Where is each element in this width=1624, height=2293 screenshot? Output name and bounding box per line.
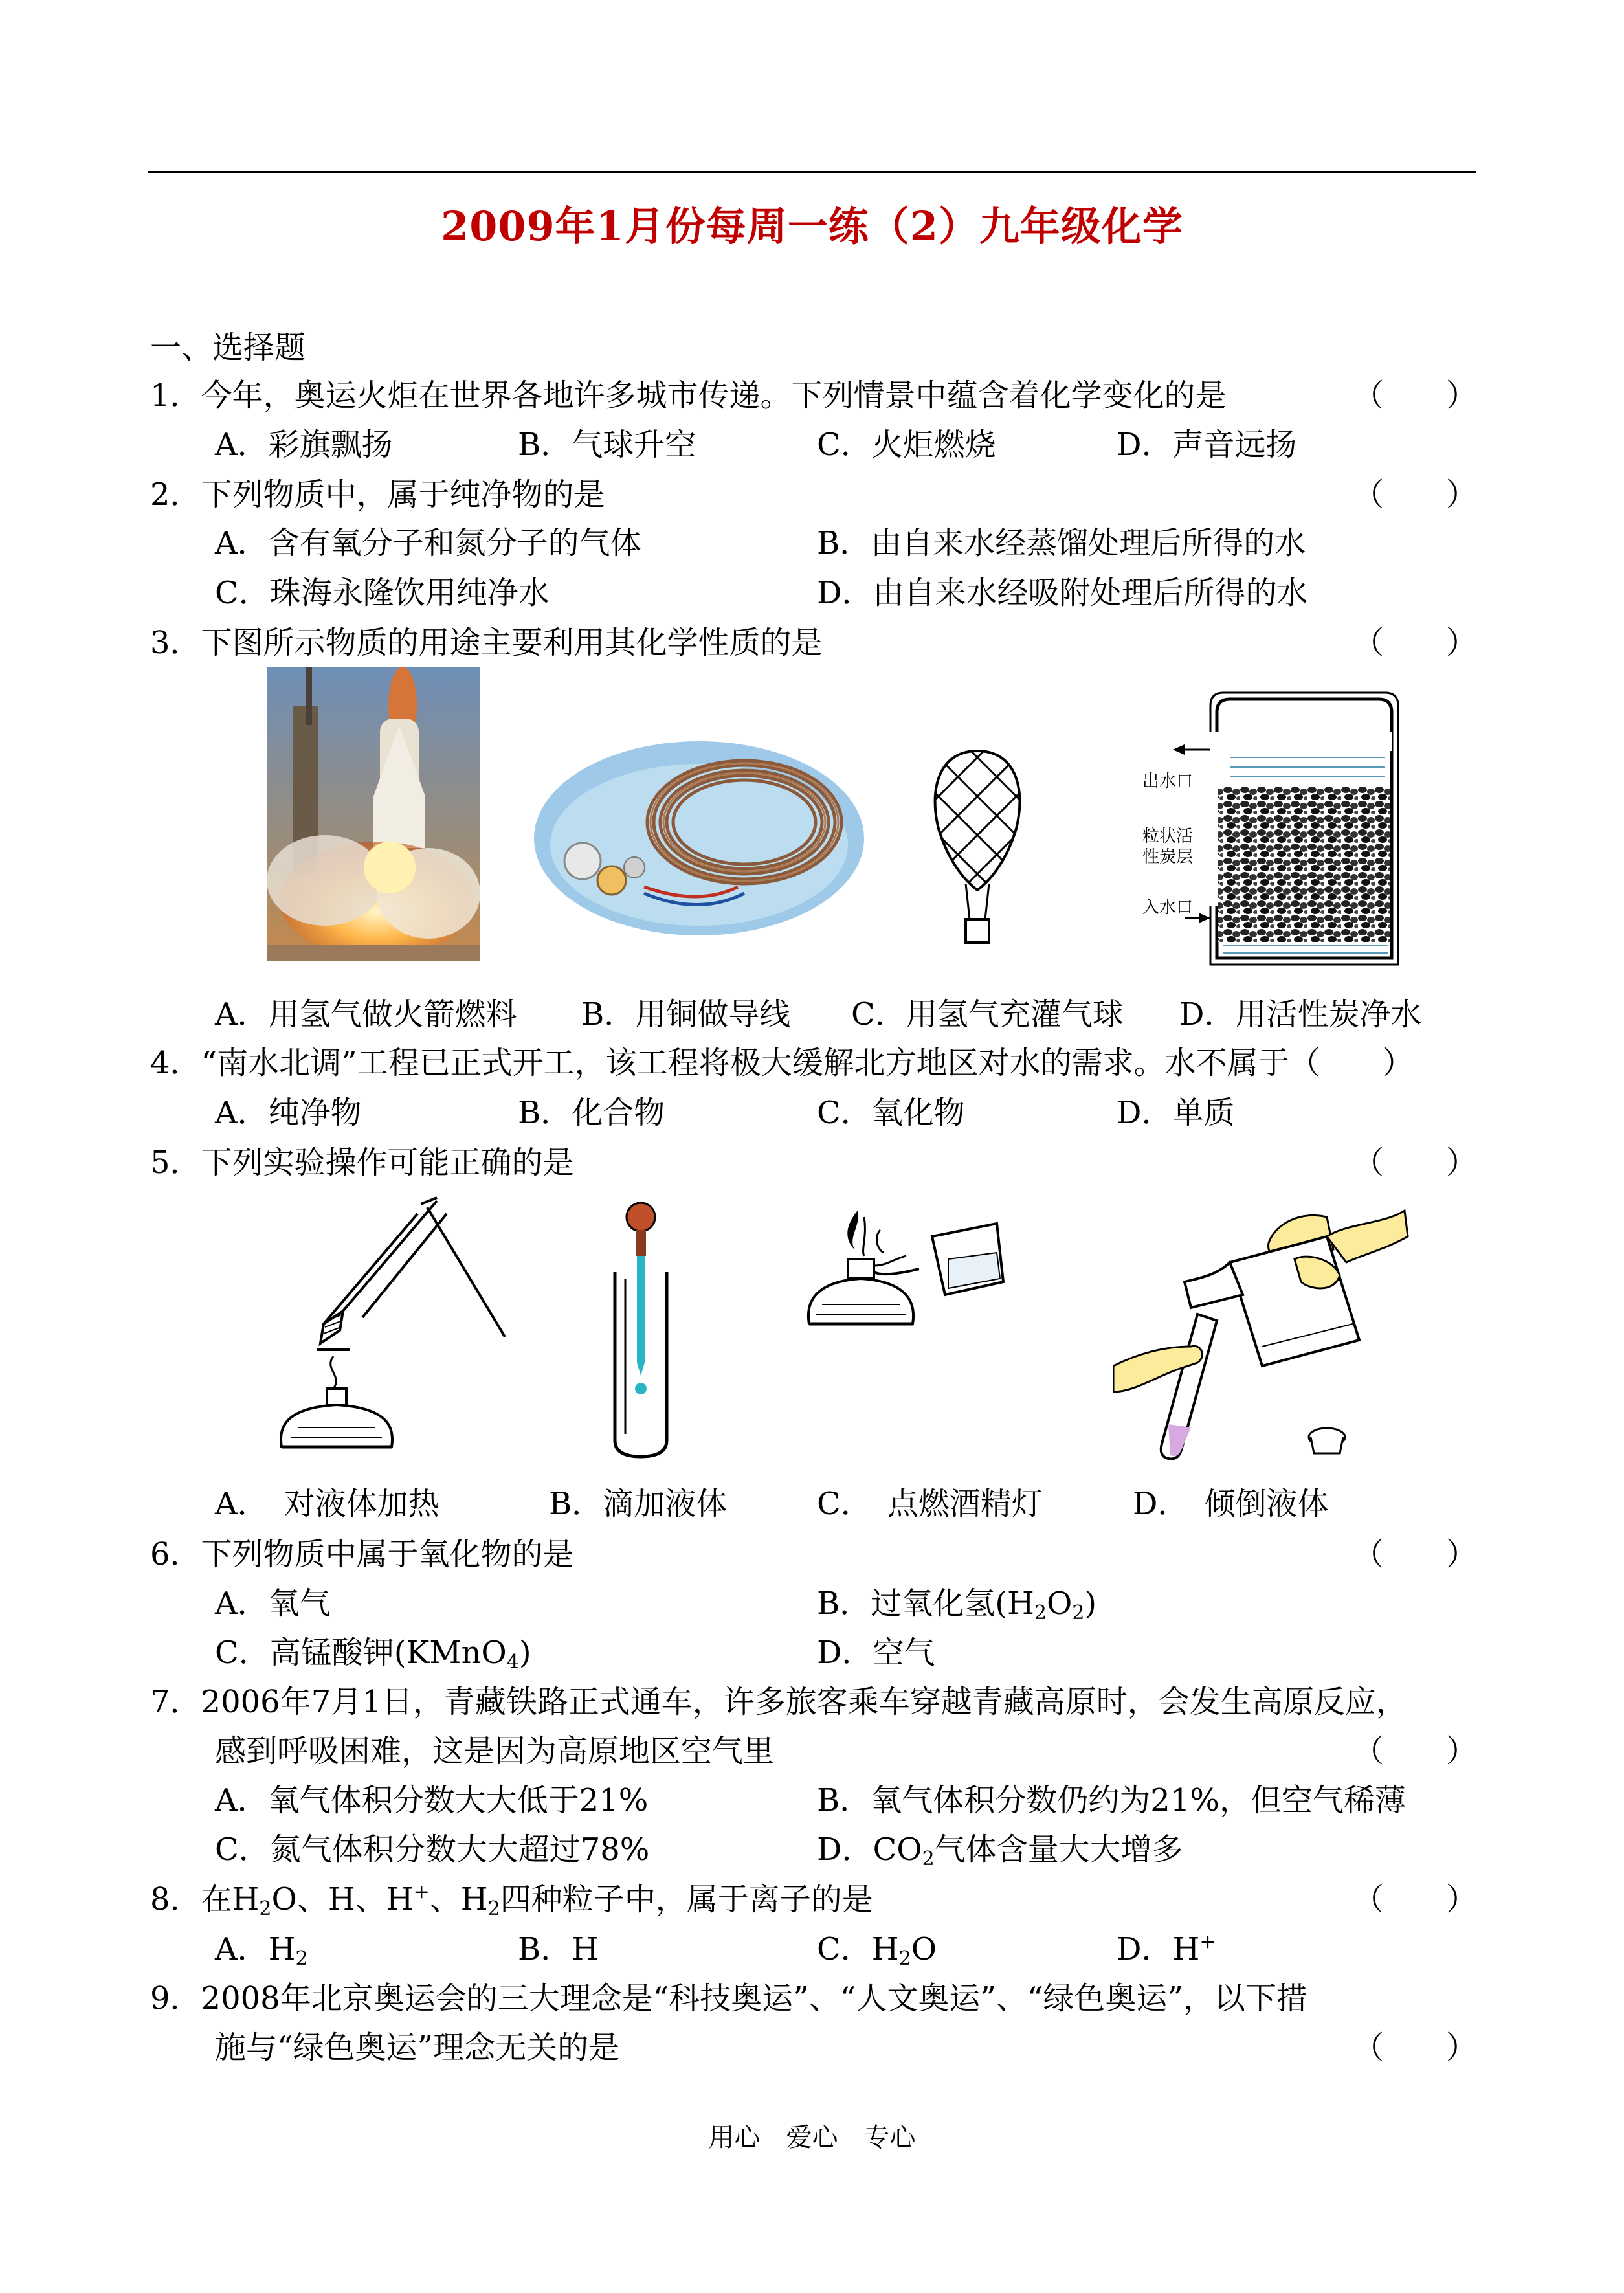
lighting-lamp-drawing	[803, 1198, 1010, 1379]
q6-option-d: D．空气	[817, 1635, 935, 1671]
page-title: 2009年1月份每周一练（2）九年级化学	[441, 203, 1183, 250]
copper-wire-image	[531, 732, 867, 945]
q4-option-a: A．纯净物	[215, 1095, 362, 1131]
q4-option-d: D．单质	[1117, 1095, 1235, 1131]
q3-stem: 3．下图所示物质的用途主要利用其化学性质的是	[150, 625, 823, 661]
q9-stem-line1: 9．2008年北京奥运会的三大理念是“科技奥运”、“人文奥运”、“绿色奥运”，以下措	[150, 1980, 1307, 2017]
q1-option-a: A．彩旗飘扬	[215, 427, 393, 463]
carbon-layer-label-2: 性炭层	[1142, 847, 1194, 867]
water-filter-diagram	[1139, 686, 1411, 971]
pouring-liquid-drawing	[1113, 1198, 1411, 1463]
q1-stem: 1．今年，奥运火炬在世界各地许多城市传递。下列情景中蕴含着化学变化的是	[150, 377, 1227, 414]
page-footer: 用心 爱心 专心	[708, 2123, 916, 2153]
q1-answer-paren: （ ）	[1353, 377, 1478, 414]
q6-stem: 6．下列物质中属于氧化物的是	[150, 1536, 574, 1572]
q2-stem: 2．下列物质中，属于纯净物的是	[150, 476, 605, 513]
q3-option-c: C．用氢气充灌气球	[851, 996, 1124, 1033]
q7-option-b: B．氧气体积分数仍约为21%，但空气稀薄	[817, 1782, 1406, 1818]
q7-answer-paren: （ ）	[1353, 1733, 1478, 1769]
q1-option-b: B．气球升空	[518, 427, 696, 463]
q8-option-d: D．H+	[1117, 1930, 1216, 1967]
q2-option-c: C．珠海永隆饮用纯净水	[215, 575, 550, 611]
q6-option-c: C．高锰酸钾(KMnO$_4$)	[215, 1635, 531, 1673]
top-rule	[148, 171, 1476, 173]
q8-answer-paren: （ ）	[1353, 1881, 1478, 1918]
q6-option-a: A．氧气	[215, 1585, 331, 1622]
q8-option-a: A．$H_2$	[215, 1931, 308, 1970]
q5-option-c: C． 点燃酒精灯	[817, 1486, 1043, 1522]
q2-option-a: A．含有氧分子和氮分子的气体	[215, 525, 641, 561]
q2-option-d: D．由自来水经吸附处理后所得的水	[817, 575, 1308, 611]
q4-option-c: C．氧化物	[817, 1095, 965, 1131]
section-heading: 一、选择题	[150, 330, 306, 366]
q7-stem-line2: 感到呼吸困难，这是因为高原地区空气里	[215, 1733, 775, 1769]
q2-answer-paren: （ ）	[1353, 476, 1478, 513]
q7-stem-line1: 7．2006年7月1日，青藏铁路正式通车，许多旅客乘车穿越青藏高原时，会发生高原反应，	[150, 1684, 1407, 1720]
q1-option-d: D．声音远扬	[1117, 427, 1297, 463]
q3-option-b: B．用铜做导线	[581, 996, 791, 1033]
q4-option-b: B．化合物	[518, 1095, 665, 1131]
q5-option-d: D． 倾倒液体	[1133, 1486, 1329, 1522]
q7-option-a: A．氧气体积分数大大低于21%	[215, 1782, 649, 1818]
carbon-layer-label-1: 粒状活	[1142, 827, 1194, 846]
q9-stem-line2: 施与“绿色奥运”理念无关的是	[215, 2030, 620, 2066]
q4-stem: 4．“南水北调”工程已正式开工，该工程将极大缓解北方地区对水的需求。水不属于（ ）	[150, 1045, 1414, 1081]
inlet-label: 入水口	[1142, 898, 1194, 917]
q3-answer-paren: （ ）	[1353, 625, 1478, 661]
q8-stem: 8．在$H_2O$、H、H+、$H_2$四种粒子中，属于离子的是	[150, 1881, 873, 1920]
q8-option-c: C．$H_2O$	[817, 1931, 937, 1970]
q6-answer-paren: （ ）	[1353, 1536, 1478, 1572]
q9-answer-paren: （ ）	[1353, 2030, 1478, 2066]
outlet-label: 出水口	[1142, 772, 1194, 791]
q8-option-b: B．H	[518, 1931, 599, 1967]
q5-option-a: A． 对液体加热	[215, 1486, 439, 1522]
q2-option-b: B．由自来水经蒸馏处理后所得的水	[817, 525, 1306, 561]
q5-answer-paren: （ ）	[1353, 1145, 1478, 1181]
q5-option-b: B．滴加液体	[549, 1486, 728, 1522]
q3-option-d: D．用活性炭净水	[1179, 996, 1422, 1033]
balloon-drawing	[926, 744, 1029, 952]
q6-option-b: B．过氧化氢$(H_2O_2)$	[817, 1585, 1097, 1624]
q3-option-a: A．用氢气做火箭燃料	[215, 996, 517, 1033]
heating-liquid-drawing	[272, 1194, 518, 1466]
q7-option-d: D．$CO_2$气体含量大大增多	[817, 1831, 1183, 1870]
q1-option-c: C．火炬燃烧	[817, 427, 996, 463]
q5-stem: 5．下列实验操作可能正确的是	[150, 1145, 574, 1181]
rocket-launch-image	[267, 667, 480, 961]
dropping-liquid-drawing	[602, 1201, 680, 1466]
q7-option-c: C．氮气体积分数大大超过78%	[215, 1831, 650, 1868]
